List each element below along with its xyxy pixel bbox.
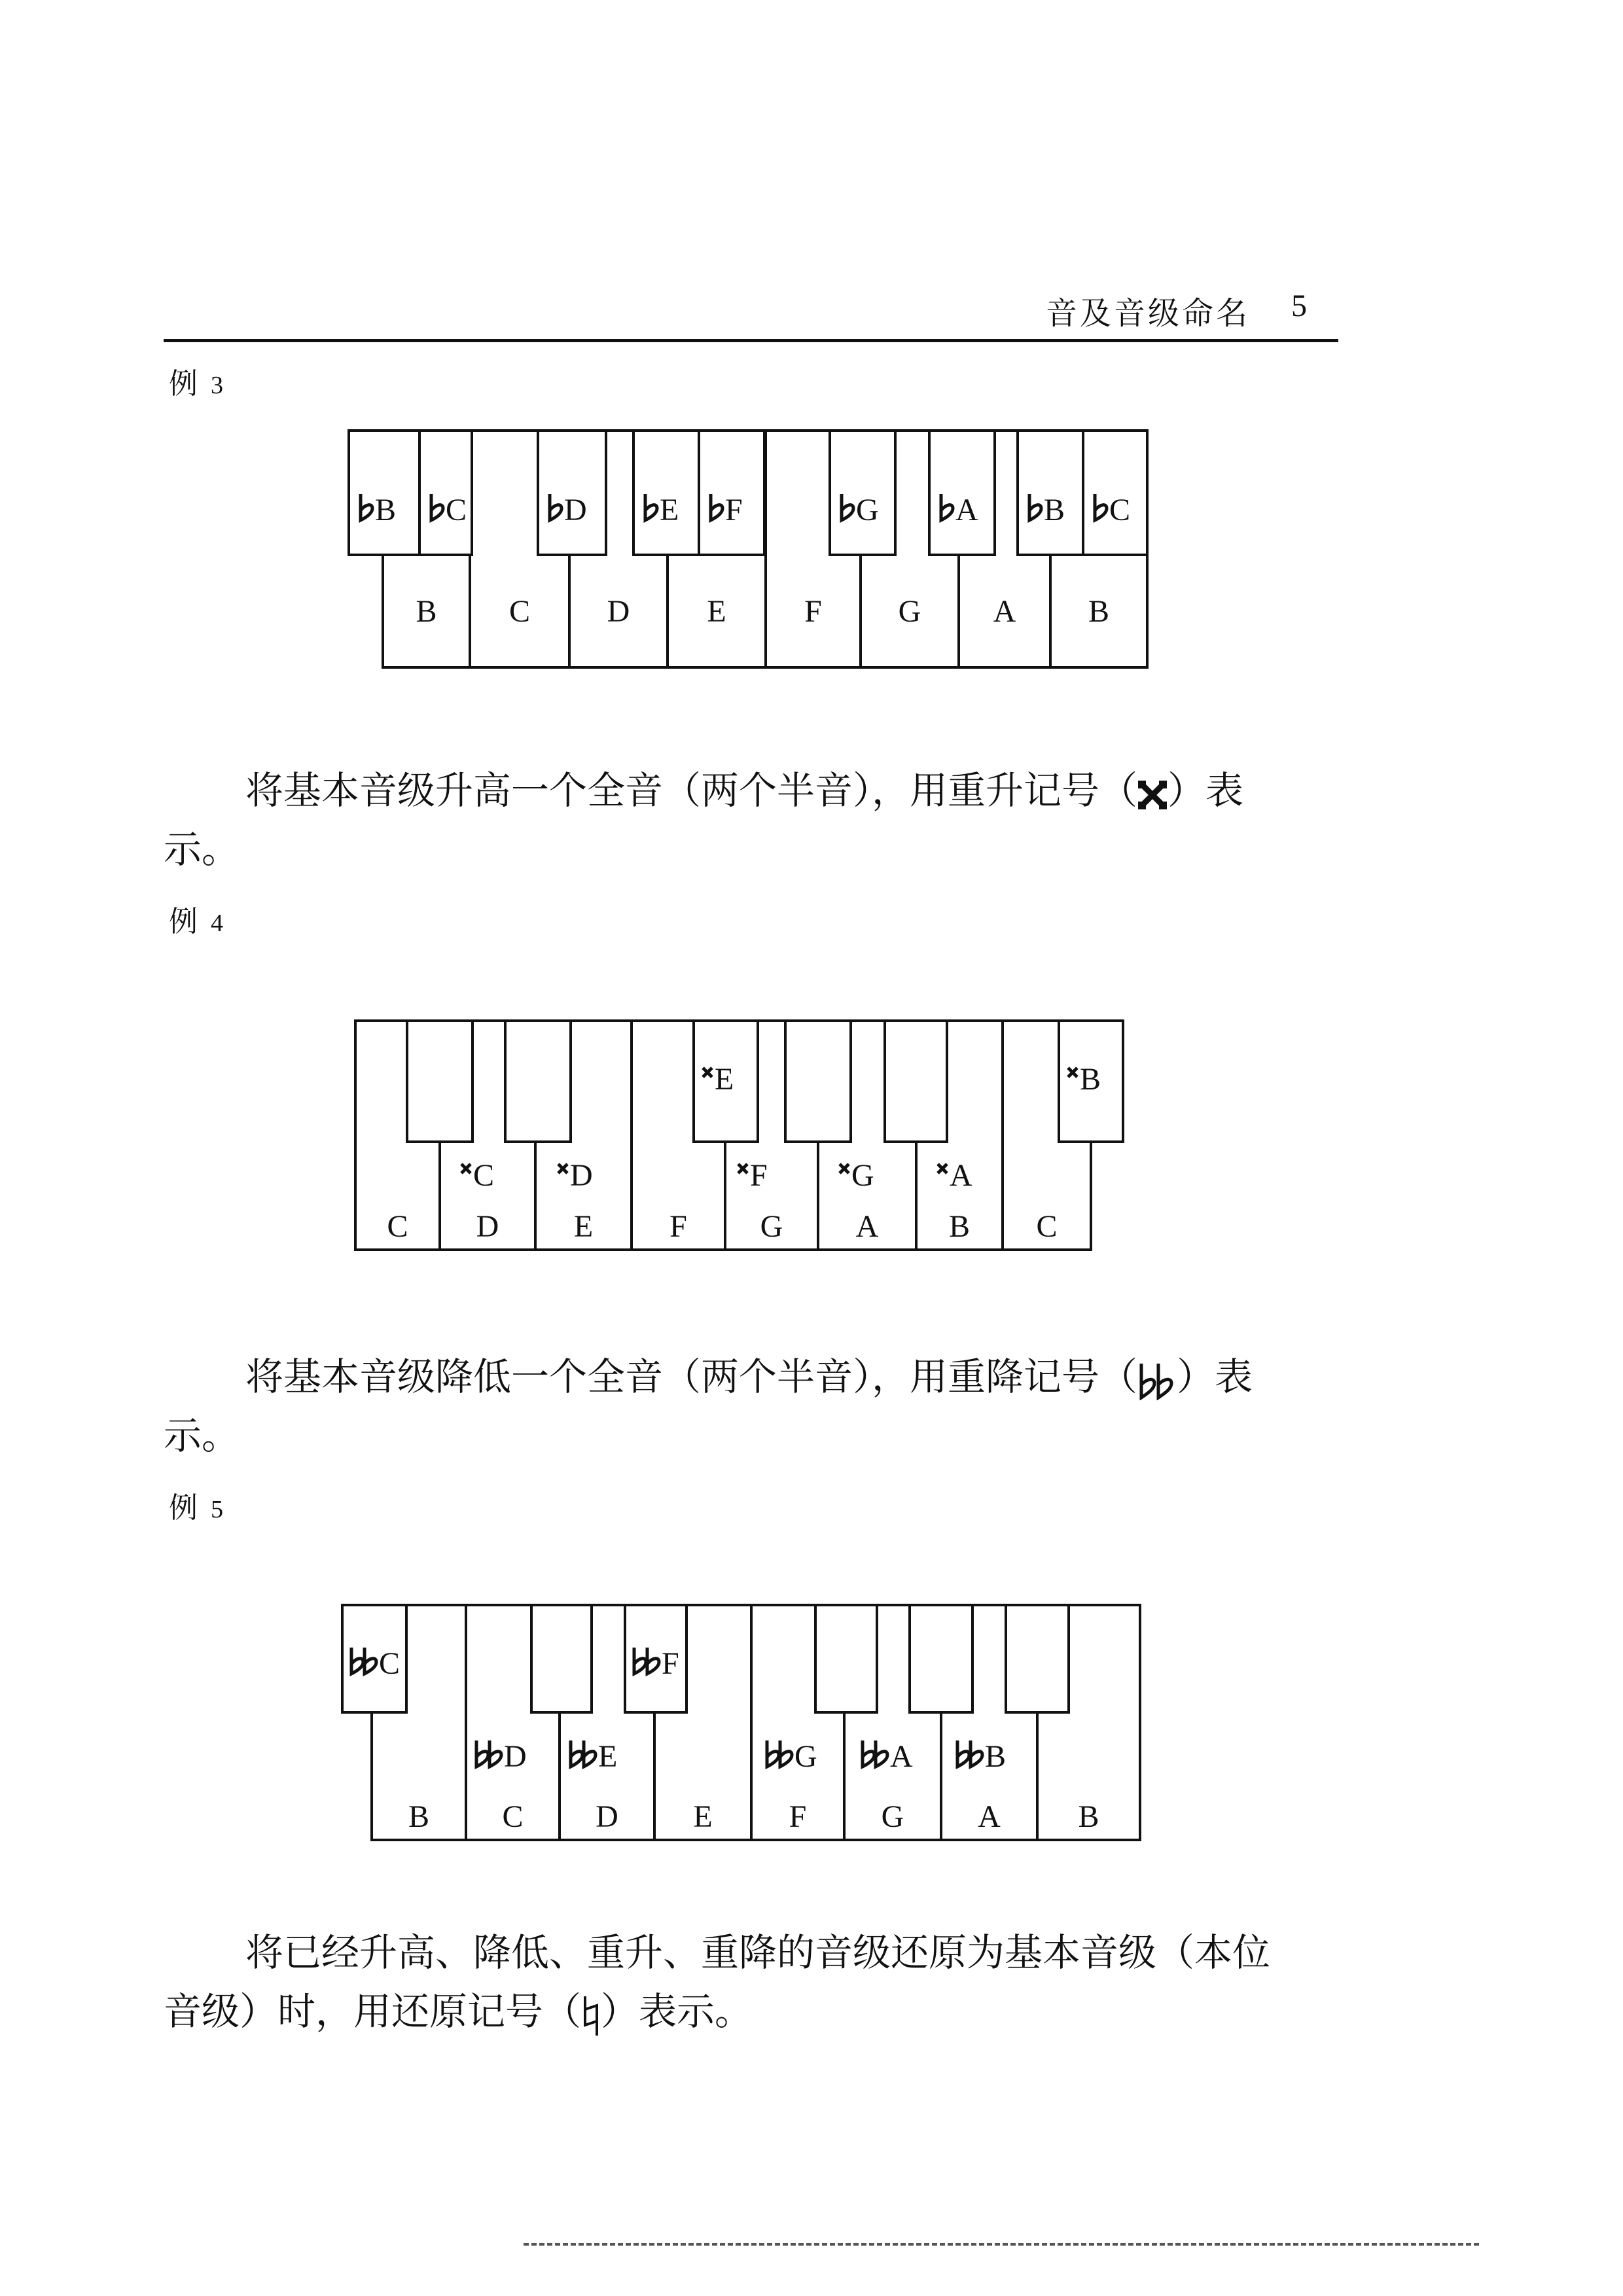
black-key bbox=[1006, 1605, 1069, 1712]
black-key bbox=[910, 1605, 972, 1712]
paragraph-text: 将已经升高、降低、重升、重降的音级还原为基本音级（本位 bbox=[245, 1932, 1271, 1974]
black-key-label: E bbox=[715, 1062, 734, 1097]
black-key-label: C bbox=[446, 493, 467, 527]
black-key-label: C bbox=[1109, 493, 1131, 527]
paragraph-text: ）表 bbox=[1168, 769, 1244, 812]
natural-sign-icon bbox=[581, 1995, 601, 2037]
black-key-label: F bbox=[725, 493, 743, 527]
paragraph-natural-cont bbox=[164, 1983, 753, 2041]
white-key-label: D bbox=[596, 1799, 618, 1834]
accidental-note-label: A bbox=[950, 1158, 972, 1193]
black-key-label: C bbox=[379, 1646, 401, 1681]
white-key-label: E bbox=[707, 594, 726, 629]
white-key-label: G bbox=[898, 594, 921, 629]
paragraph-double-flat bbox=[245, 1348, 1253, 1407]
paragraph-natural bbox=[245, 1924, 1270, 1983]
accidental-note-label: B bbox=[985, 1739, 1007, 1774]
white-key-label: C bbox=[1036, 1209, 1058, 1244]
paragraph-text: 音级）时，用还原记号（ bbox=[164, 1990, 582, 2033]
accidental-note-label: E bbox=[598, 1739, 618, 1774]
paragraph-text: 将基本音级降低一个全音（两个半音），用重降记号（ bbox=[245, 1356, 1138, 1398]
example-number: 5 bbox=[211, 1496, 223, 1523]
paragraph-double-flat-cont bbox=[164, 1407, 240, 1466]
accidental-note-label: D bbox=[504, 1739, 527, 1774]
keyboard-example-4 bbox=[355, 1021, 1123, 1250]
black-key-label: D bbox=[564, 493, 587, 527]
black-key bbox=[785, 1021, 851, 1142]
keyboard-example-5 bbox=[342, 1605, 1140, 1840]
keyboard-example-3 bbox=[349, 431, 1147, 667]
white-key-label: G bbox=[881, 1799, 904, 1834]
black-key bbox=[407, 1021, 473, 1142]
double-flat-icon bbox=[1137, 1362, 1177, 1400]
black-key-label: G bbox=[856, 493, 879, 527]
chapter-title: 音及音级命名 bbox=[1045, 296, 1250, 331]
accidental-note-label: F bbox=[750, 1158, 768, 1193]
example-word: 例 bbox=[169, 1492, 198, 1524]
white-key-label: E bbox=[693, 1799, 713, 1834]
white-key-label: B bbox=[1078, 1799, 1099, 1834]
black-key bbox=[815, 1605, 877, 1712]
black-key bbox=[531, 1605, 592, 1712]
paragraph-text: ）表 bbox=[1177, 1356, 1253, 1398]
black-key-label: B bbox=[1080, 1062, 1101, 1097]
white-key-label: E bbox=[573, 1209, 594, 1244]
double-sharp-icon bbox=[1137, 780, 1168, 810]
paragraph-text: 将基本音级升高一个全音（两个半音），用重升记号（ bbox=[245, 769, 1138, 812]
black-key-label: B bbox=[375, 493, 397, 527]
white-key-label: C bbox=[502, 1799, 524, 1834]
black-key-label: A bbox=[955, 493, 978, 527]
page-footer-rule bbox=[524, 2243, 1479, 2246]
page-number: 5 bbox=[1291, 289, 1307, 323]
example-number: 3 bbox=[211, 372, 223, 399]
white-key-label: C bbox=[387, 1209, 408, 1244]
white-key-label: D bbox=[476, 1209, 499, 1244]
white-key-label: F bbox=[789, 1799, 807, 1834]
black-key-label: B bbox=[1044, 493, 1065, 527]
white-key-label: F bbox=[804, 594, 822, 629]
accidental-note-label: C bbox=[473, 1158, 495, 1193]
black-key bbox=[885, 1021, 947, 1142]
paragraph-double-sharp bbox=[245, 762, 1243, 821]
example-4-label bbox=[169, 898, 223, 940]
white-key-label: B bbox=[1088, 594, 1110, 629]
white-key-label: B bbox=[416, 594, 437, 629]
example-5-label bbox=[169, 1484, 223, 1526]
white-key-label: A bbox=[855, 1209, 879, 1244]
accidental-note-label: D bbox=[570, 1158, 593, 1193]
black-key-label: F bbox=[662, 1646, 679, 1681]
accidental-note-label: G bbox=[794, 1739, 817, 1774]
black-key-label: E bbox=[660, 493, 679, 527]
example-word: 例 bbox=[169, 906, 198, 938]
white-key-label: C bbox=[508, 594, 531, 629]
white-key-label: B bbox=[948, 1209, 971, 1244]
white-key-label: A bbox=[978, 1799, 1001, 1834]
white-key-label: B bbox=[408, 1799, 430, 1834]
white-key-label: A bbox=[993, 594, 1016, 629]
paragraph-double-sharp-cont bbox=[164, 821, 240, 879]
paragraph-text: 示。 bbox=[164, 1415, 240, 1457]
accidental-note-label: G bbox=[851, 1158, 874, 1193]
paragraph-text: ）表示。 bbox=[601, 1990, 753, 2033]
accidental-note-label: A bbox=[890, 1739, 913, 1774]
white-key-label: F bbox=[669, 1209, 687, 1244]
white-key-label: D bbox=[607, 594, 630, 629]
white-key-label: G bbox=[760, 1209, 783, 1244]
paragraph-text: 示。 bbox=[164, 828, 240, 871]
example-number: 4 bbox=[211, 910, 223, 937]
example-word: 例 bbox=[169, 368, 198, 400]
black-key bbox=[505, 1021, 571, 1142]
